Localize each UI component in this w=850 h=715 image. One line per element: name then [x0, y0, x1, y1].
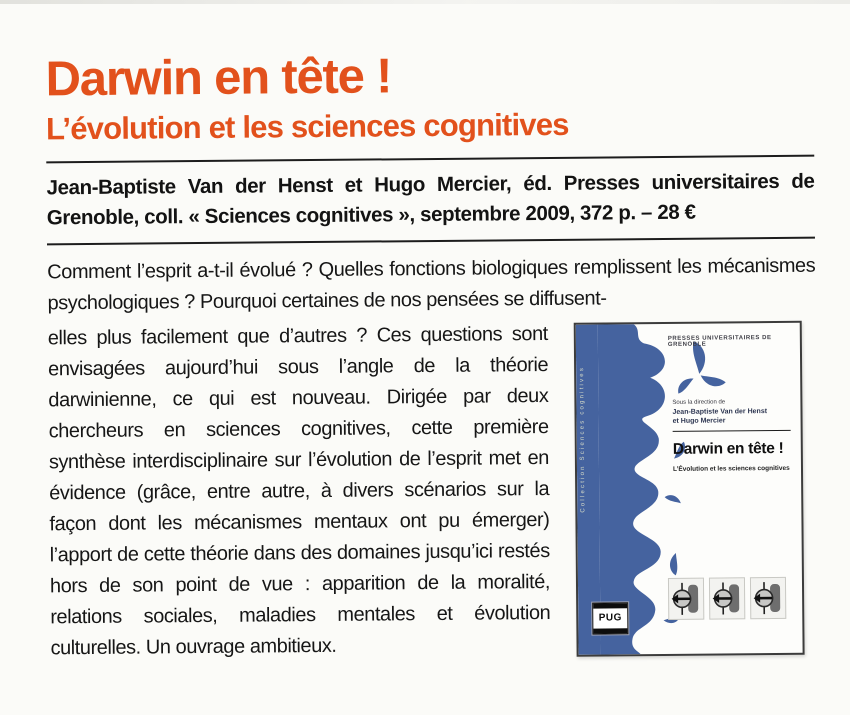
divider-bottom: [47, 236, 815, 245]
body-wrapped: elles plus facilement que d’autres ? Ces questions sont envisagées aujourd’hui sous l’angle de la théorie darwinienne, ce qui est nouveau. Dirigée par deux chercheurs en sciences cognitives, cette première synthèse interdisciplinaire sur l’évolution de l’esprit met en évidence (grâce, entre autre, à divers scénarios sur la façon dont les mécanismes mentaux ont pu émerger) l’apport de cette théorie dans des domaines jusqu’ici restés hors de son point de vue : apparition de la moralité, relations sociales, maladies mentales et évolution culturelles. Un ouvrage ambitieux.: [47, 322, 551, 659]
cover-direction-line: Sous la direction de: [672, 399, 726, 406]
cover-title: Darwin en tête !: [672, 440, 784, 459]
eye-arrow-stamp-icon: [709, 577, 745, 619]
divider-top: [46, 154, 814, 163]
body-columns: [48, 316, 819, 664]
article: [45, 49, 818, 664]
cover-spine-collection: Collection Sciences cognitives: [579, 365, 587, 513]
cover-divider: [673, 429, 791, 432]
book-cover-image: [574, 320, 805, 656]
cover-author-line-1: Jean-Baptiste Van der Henst: [672, 407, 768, 416]
pug-logo: [592, 602, 628, 634]
eye-arrow-stamp-icon: [668, 577, 704, 619]
eye-arrow-stamp-icon: [750, 577, 786, 619]
article-title: Darwin en tête !: [45, 49, 392, 107]
body-intro: Comment l’esprit a-t-il évolué ? Quelles fonctions biologiques remplissent les mécanismes psychologiques ? Pourquoi certaines de nos pensées se diffusent-: [47, 254, 816, 314]
pug-logo-bottom-bar: [593, 628, 627, 633]
body-column: [48, 318, 577, 664]
cover-stamp-row: [668, 577, 786, 620]
cover-author-line-2: et Hugo Mercier: [672, 417, 726, 425]
cover-publisher-line: PRESSES UNIVERSITAIRES DE GRENOBLE: [667, 334, 772, 348]
cover-text-block: [672, 398, 791, 473]
pug-logo-label: PUG: [598, 611, 622, 624]
article-subtitle: L’évolution et les sciences cognitives: [45, 106, 569, 147]
cover-subtitle: L’Évolution et les sciences cognitives: [672, 464, 790, 474]
book-citation: Jean-Baptiste Van der Henst et Hugo Mercier, éd. Presses universitaires de Grenoble, coll. « Sciences cognitives », septembre 2009, 372 p. – 28 €: [46, 169, 815, 229]
scan-edge-artifact: [0, 0, 850, 4]
